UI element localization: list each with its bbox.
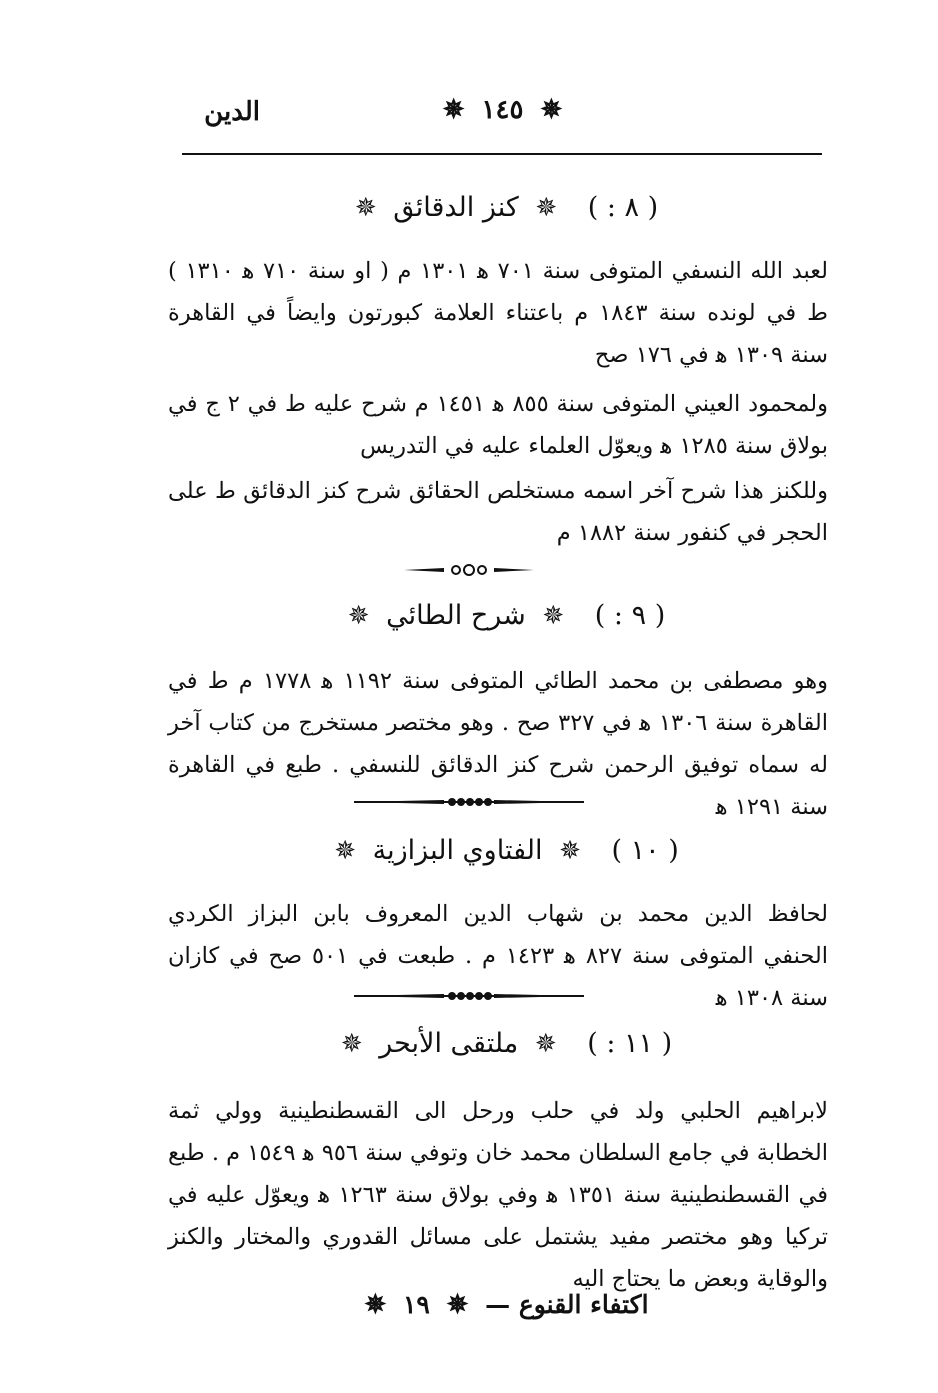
star-ornament-icon: ✵ bbox=[442, 95, 465, 125]
star-ornament-icon: ✵ bbox=[446, 1290, 469, 1320]
entry-number: ( ٨ : ) bbox=[587, 192, 659, 223]
page-number: ١٤٥ bbox=[481, 95, 524, 125]
entry-paragraph: لعبد الله النسفي المتوفى سنة ٧٠١ ﻫ ١٣٠١ م ( او سنة ٧١٠ ﻫ ١٣١٠ ) ط في لونده سنة ١٨٤٣ م باعتناء العلامة كبورتون وايضاً في القاهرة سنة ١٣٠٩ ﻫ في ١٧٦ صح bbox=[168, 258, 829, 368]
page-number-group bbox=[180, 95, 825, 125]
star-ornament-icon: ✵ bbox=[559, 836, 581, 866]
star-ornament-icon: ✵ bbox=[364, 1290, 387, 1320]
star-ornament-icon: ✵ bbox=[354, 193, 377, 223]
entry-paragraph: لحافظ الدين محمد بن شهاب الدين المعروف بابن البزاز الكردي الحنفي المتوفى سنة ٨٢٧ ﻫ ١٤٢٣ م . طبعت في ٥٠١ صح في كازان سنة ١٣٠٨ ﻫ bbox=[168, 901, 828, 1011]
star-ornament-icon: ✵ bbox=[534, 1029, 557, 1059]
footer-signature: ١٩ bbox=[403, 1290, 430, 1319]
page-header bbox=[180, 95, 825, 145]
entry-number: ( ٩ : ) bbox=[594, 600, 666, 631]
entry-title bbox=[180, 835, 825, 866]
star-ornament-icon: ✵ bbox=[347, 601, 370, 631]
divider-ornament bbox=[0, 989, 938, 1003]
entry-title bbox=[180, 600, 825, 631]
entry-heading: ملتقى الأبحر bbox=[379, 1028, 519, 1059]
entry-number: ( ١١ : ) bbox=[587, 1028, 673, 1059]
entry-paragraph: لابراهيم الحلبي ولد في حلب ورحل الى القسطنطينية وولي ثمة الخطابة في جامع السلطان محمد خان وتوفي سنة ٩٥٦ ﻫ ١٥٤٩ م . طبع في القسطنطينية سنة ١٣٥١ ﻫ وفي بولاق سنة ١٢٦٣ ﻫ ويعوّل عليه في تركيا وهو مختصر مفيد يشتمل على مسائل القدوري والمختار والكنز والوقاية وبعض ما يحتاج اليه bbox=[168, 1098, 828, 1292]
divider-ornament bbox=[0, 795, 938, 809]
footer-dash: — bbox=[485, 1290, 511, 1319]
star-ornament-icon: ✵ bbox=[334, 836, 357, 866]
entry-title bbox=[180, 192, 825, 223]
divider-ornament bbox=[0, 563, 938, 577]
running-head-section: الدين bbox=[204, 97, 260, 127]
footer-book-title: اكتفاء القنوع bbox=[518, 1290, 649, 1319]
entry-paragraph: وهو مصطفى بن محمد الطائي المتوفى سنة ١١٩٢ ﻫ ١٧٧٨ م ط في القاهرة سنة ١٣٠٦ ﻫ في ٣٢٧ صح . وهو مختصر مستخرج من كتاب آخر له سماه توفيق الرحمن شرح كنز الدقائق للنسفي . طبع في القاهرة سنة ١٢٩١ ﻫ bbox=[168, 668, 828, 820]
entry-title bbox=[180, 1028, 825, 1059]
entry-paragraph: وللكنز هذا شرح آخر اسمه مستخلص الحقائق شرح كنز الدقائق ط على الحجر في كنفور سنة ١٨٨٢ م bbox=[168, 478, 828, 546]
star-ornament-icon: ✵ bbox=[340, 1029, 363, 1059]
header-rule bbox=[182, 153, 822, 155]
page-footer bbox=[180, 1290, 825, 1320]
entry-heading: شرح الطائي bbox=[386, 600, 526, 631]
star-ornament-icon: ✵ bbox=[535, 193, 558, 223]
entry-heading: الفتاوي البزازية bbox=[372, 835, 543, 866]
star-ornament-icon: ✵ bbox=[542, 601, 565, 631]
entry-number: ( ١٠ ) bbox=[611, 835, 679, 866]
star-ornament-icon: ✵ bbox=[540, 95, 563, 125]
entry-paragraph: ولمحمود العيني المتوفى سنة ٨٥٥ ﻫ ١٤٥١ م شرح عليه ط في ٢ ج في بولاق سنة ١٢٨٥ ﻫ ويعوّل العلماء عليه في التدريس bbox=[168, 391, 828, 459]
entry-heading: كنز الدقائق bbox=[393, 192, 519, 223]
